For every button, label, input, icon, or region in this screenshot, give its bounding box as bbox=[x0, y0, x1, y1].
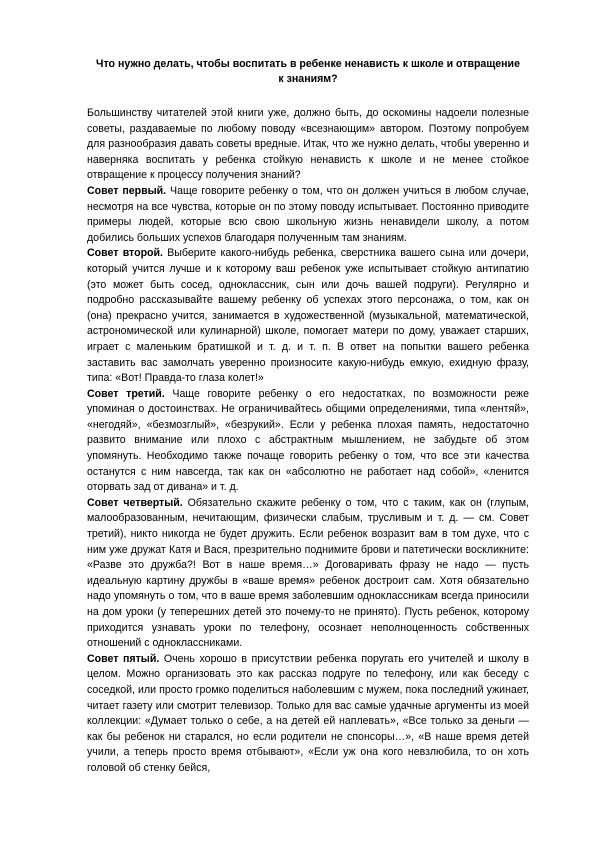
tip-text: Чаще говорите ребенку о его недостатках, по возможности реже упоминая о достоинствах. Не ограничивайтесь общими определениями, типа «лентяй», «негодяй», «безмозглый», «безрукий». Если у ребенка плохая память, недостаточно развито внимание или плохо с абстрактным мышлением, не забудьте об этом упомянуть. Необходимо также почаще говорить ребенку о том, что все эти качества останутся с ним навсегда, так как он «абсолютно не работает над собой», «ленится оторвать зад от дивана» и т. д. bbox=[87, 387, 529, 494]
tip-heading: Совет первый. bbox=[87, 184, 167, 197]
tip-heading: Совет пятый. bbox=[87, 652, 160, 665]
tip-text: Выберите какого-нибудь ребенка, сверстника вашего сына или дочери, который учится лучше и к которому ваш ребенок уже испытывает стойкую антипатию (это может быть сосед, одноклассник, сын или дочь вашей подруги). Регулярно и подробно рассказывайте вашему ребенку об успехах этого персонажа, о том, как он (она) прекрасно учится, занимается в художественной (музыкальной, математической, астрономической или кулинарной) школе, помогает матери по дому, уважает старших, играет с маленьким братишкой и т. д. и т. п. В ответ на попытки вашего ребенка заставить вас замолчать уверенно произносите какую-нибудь емкую, ехидную фразу, типа: «Вот! Правда-то глаза колет!» bbox=[87, 247, 529, 385]
document-page bbox=[87, 57, 529, 777]
tip-text: Очень хорошо в присутствии ребенка поругать его учителей и школу в целом. Можно организовать это как рассказ подруге по телефону, или как беседу с соседкой, или просто громко поделиться наболевшим с мужем, пока последний ужинает, читает газету или смотрит телевизор. Только для вас самые удачные аргументы из моей коллекции: «Думает только о себе, а на детей ей наплевать», «Все только за деньги — как бы ребенок ни старался, но если родители не спонсоры…», «В наше время детей учили, а теперь просто время отбывают», «Если уж она кого невзлюбила, то он хоть головой об стенку бейся, bbox=[87, 652, 529, 774]
tip-paragraph-1 bbox=[87, 184, 529, 246]
tip-text: Чаще говорите ребенку о том, что он должен учиться в любом случае, несмотря на все чувства, которые он по этому поводу испытывает. Постоянно приводите примеры людей, которые всю свою школьную жизнь ненавидели школу, а потом добились больших успехов благодаря полученным там знаниям. bbox=[87, 184, 529, 244]
tip-paragraph-5 bbox=[87, 652, 529, 777]
tip-paragraph-3 bbox=[87, 387, 529, 496]
tip-paragraph-2 bbox=[87, 246, 529, 386]
document-title: Что нужно делать, чтобы воспитать в ребенке ненависть к школе и отвращение к знаниям? bbox=[96, 58, 520, 85]
tip-heading: Совет второй. bbox=[87, 247, 163, 260]
intro-paragraph: Большинству читателей этой книги уже, должно быть, до оскомины надоели полезные советы, раздаваемые по любому поводу «всезнающим» автором. Поэтому попробуем для разнообразия давать советы вредные. Итак, что же нужно делать, чтобы уверенно и наверняка воспитать у ребенка стойкую ненависть к школе и не менее стойкое отвращение к процессу получения знаний? bbox=[87, 107, 529, 182]
tip-heading: Совет третий. bbox=[87, 387, 165, 400]
tip-text: Обязательно скажите ребенку о том, что с таким, как он (глупым, малообразованным, нечитающим, физически слабым, трусливым и т. д. — см. Совет третий), никто никогда не будет дружить. Если ребенок возразит вам в том духе, что с ним уже дружат Катя и Вася, презрительно поднимите брови и патетически воскликните: «Разве это дружба?! Вот в наше время…» Договаривать фразу не надо — пусть идеальную картину дружбы в «ваше время» ребенок достроит сам. Хотя обязательно надо упомянуть о том, что в ваше время заболевшим одноклассникам всегда приносили на дом уроки (у теперешних детей это почему-то не принято). Пусть ребенок, которому приходится узнавать уроки по телефону, осознает неполноценность собственных отношений с одноклассниками. bbox=[87, 496, 529, 650]
tip-heading: Совет четвертый. bbox=[87, 496, 183, 509]
tip-paragraph-4 bbox=[87, 496, 529, 652]
